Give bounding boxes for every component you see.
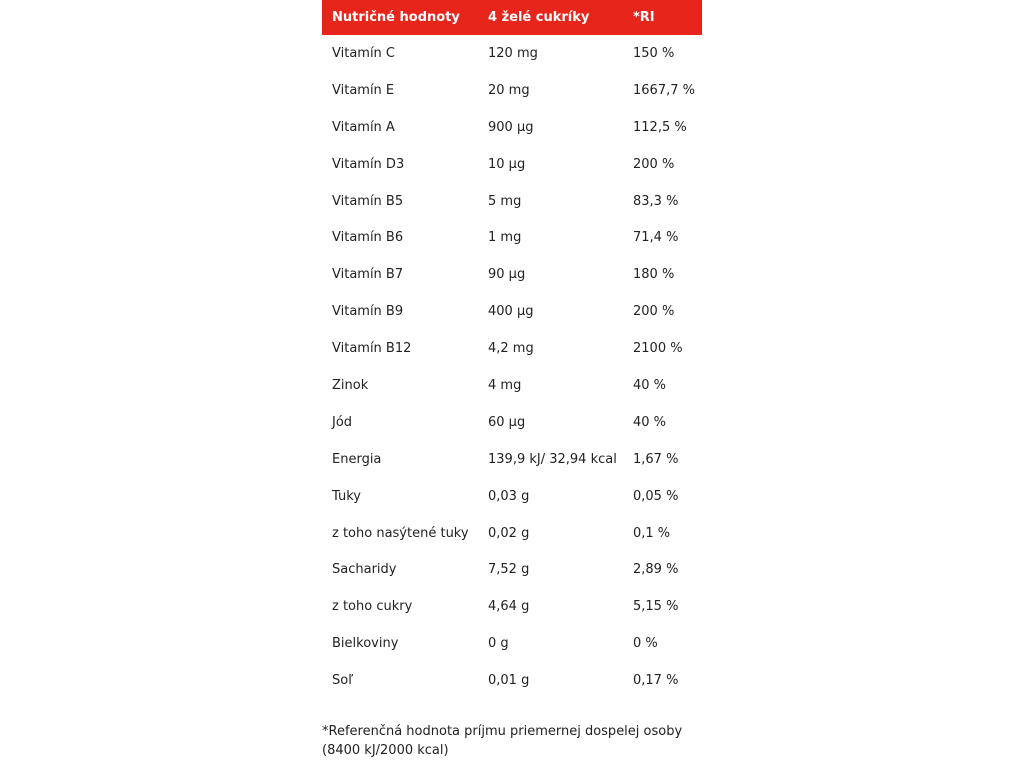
nutrient-amount: 20 mg (488, 82, 530, 98)
nutrient-ri: 0,1 % (633, 525, 671, 541)
nutrient-amount: 900 µg (488, 119, 534, 135)
table-row (322, 183, 702, 220)
nutrient-ri: 2,89 % (633, 562, 679, 578)
nutrient-ri: 1,67 % (633, 451, 679, 467)
header-amount: 4 želé cukríky (478, 0, 623, 35)
table-header (322, 0, 702, 35)
nutrient-ri: 71,4 % (633, 230, 679, 246)
nutrient-name: Vitamín B7 (332, 267, 404, 283)
nutrient-name: Vitamín D3 (332, 156, 405, 172)
nutrient-name: Vitamín B9 (332, 304, 404, 320)
footnote-line-2: (8400 kJ/2000 kcal) (322, 743, 449, 758)
table-row (322, 35, 702, 72)
nutrient-ri: 1667,7 % (633, 82, 695, 98)
nutrient-amount: 0,02 g (488, 525, 530, 541)
nutrient-name: Vitamín B12 (332, 341, 412, 357)
table-row (322, 515, 702, 552)
nutrient-name: Sacharidy (332, 562, 397, 578)
table-row (322, 330, 702, 367)
table-row (322, 146, 702, 183)
nutrient-ri: 0 % (633, 636, 658, 652)
footnote (322, 722, 742, 760)
nutrition-table (322, 0, 702, 699)
nutrient-ri: 180 % (633, 267, 675, 283)
header-ri: *RI (623, 0, 702, 35)
nutrient-ri: 112,5 % (633, 119, 687, 135)
nutrient-amount: 5 mg (488, 193, 522, 209)
nutrient-name: Vitamín E (332, 82, 395, 98)
table-row (322, 551, 702, 588)
nutrient-name: Zinok (332, 377, 369, 393)
nutrient-name: Vitamín C (332, 45, 396, 61)
table-row (322, 367, 702, 404)
nutrient-name: Jód (332, 414, 353, 430)
nutrient-ri: 200 % (633, 156, 675, 172)
nutrition-table-container (322, 0, 702, 699)
nutrient-amount: 4 mg (488, 377, 522, 393)
nutrient-amount: 120 mg (488, 45, 538, 61)
table-row (322, 588, 702, 625)
nutrient-amount: 0 g (488, 636, 509, 652)
nutrient-name: Energia (332, 451, 382, 467)
nutrient-amount: 139,9 kJ/ 32,94 kcal (488, 451, 617, 467)
nutrient-amount: 60 µg (488, 414, 526, 430)
nutrient-amount: 4,64 g (488, 599, 530, 615)
nutrient-ri: 40 % (633, 414, 667, 430)
nutrient-ri: 150 % (633, 45, 675, 61)
table-row (322, 219, 702, 256)
nutrient-amount: 7,52 g (488, 562, 530, 578)
nutrient-name: z toho cukry (332, 599, 413, 615)
nutrient-ri: 200 % (633, 304, 675, 320)
nutrient-name: Bielkoviny (332, 636, 399, 652)
table-row (322, 625, 702, 662)
header-row (322, 0, 702, 35)
nutrient-ri: 83,3 % (633, 193, 679, 209)
table-row (322, 72, 702, 109)
nutrient-amount: 400 µg (488, 304, 534, 320)
table-row (322, 441, 702, 478)
nutrient-name: Soľ (332, 673, 354, 689)
nutrient-amount: 0,01 g (488, 673, 530, 689)
nutrient-name: Vitamín A (332, 119, 395, 135)
table-row (322, 662, 702, 699)
nutrient-amount: 90 µg (488, 267, 526, 283)
nutrient-ri: 2100 % (633, 341, 683, 357)
footnote-line-1: *Referenčná hodnota príjmu priemernej dospelej osoby (322, 724, 683, 739)
nutrient-name: Vitamín B5 (332, 193, 404, 209)
nutrient-amount: 4,2 mg (488, 341, 534, 357)
table-body (322, 35, 702, 699)
nutrient-name: z toho nasýtené tuky (332, 525, 469, 541)
table-row (322, 109, 702, 146)
nutrient-name: Vitamín B6 (332, 230, 404, 246)
table-row (322, 256, 702, 293)
nutrient-ri: 5,15 % (633, 599, 679, 615)
table-row (322, 478, 702, 515)
nutrient-ri: 0,17 % (633, 673, 679, 689)
nutrient-ri: 0,05 % (633, 488, 679, 504)
nutrient-amount: 0,03 g (488, 488, 530, 504)
table-row (322, 293, 702, 330)
nutrient-amount: 10 µg (488, 156, 526, 172)
table-row (322, 404, 702, 441)
nutrient-name: Tuky (332, 488, 361, 504)
nutrient-amount: 1 mg (488, 230, 522, 246)
nutrient-ri: 40 % (633, 377, 667, 393)
header-nutrient: Nutričné hodnoty (322, 0, 478, 35)
